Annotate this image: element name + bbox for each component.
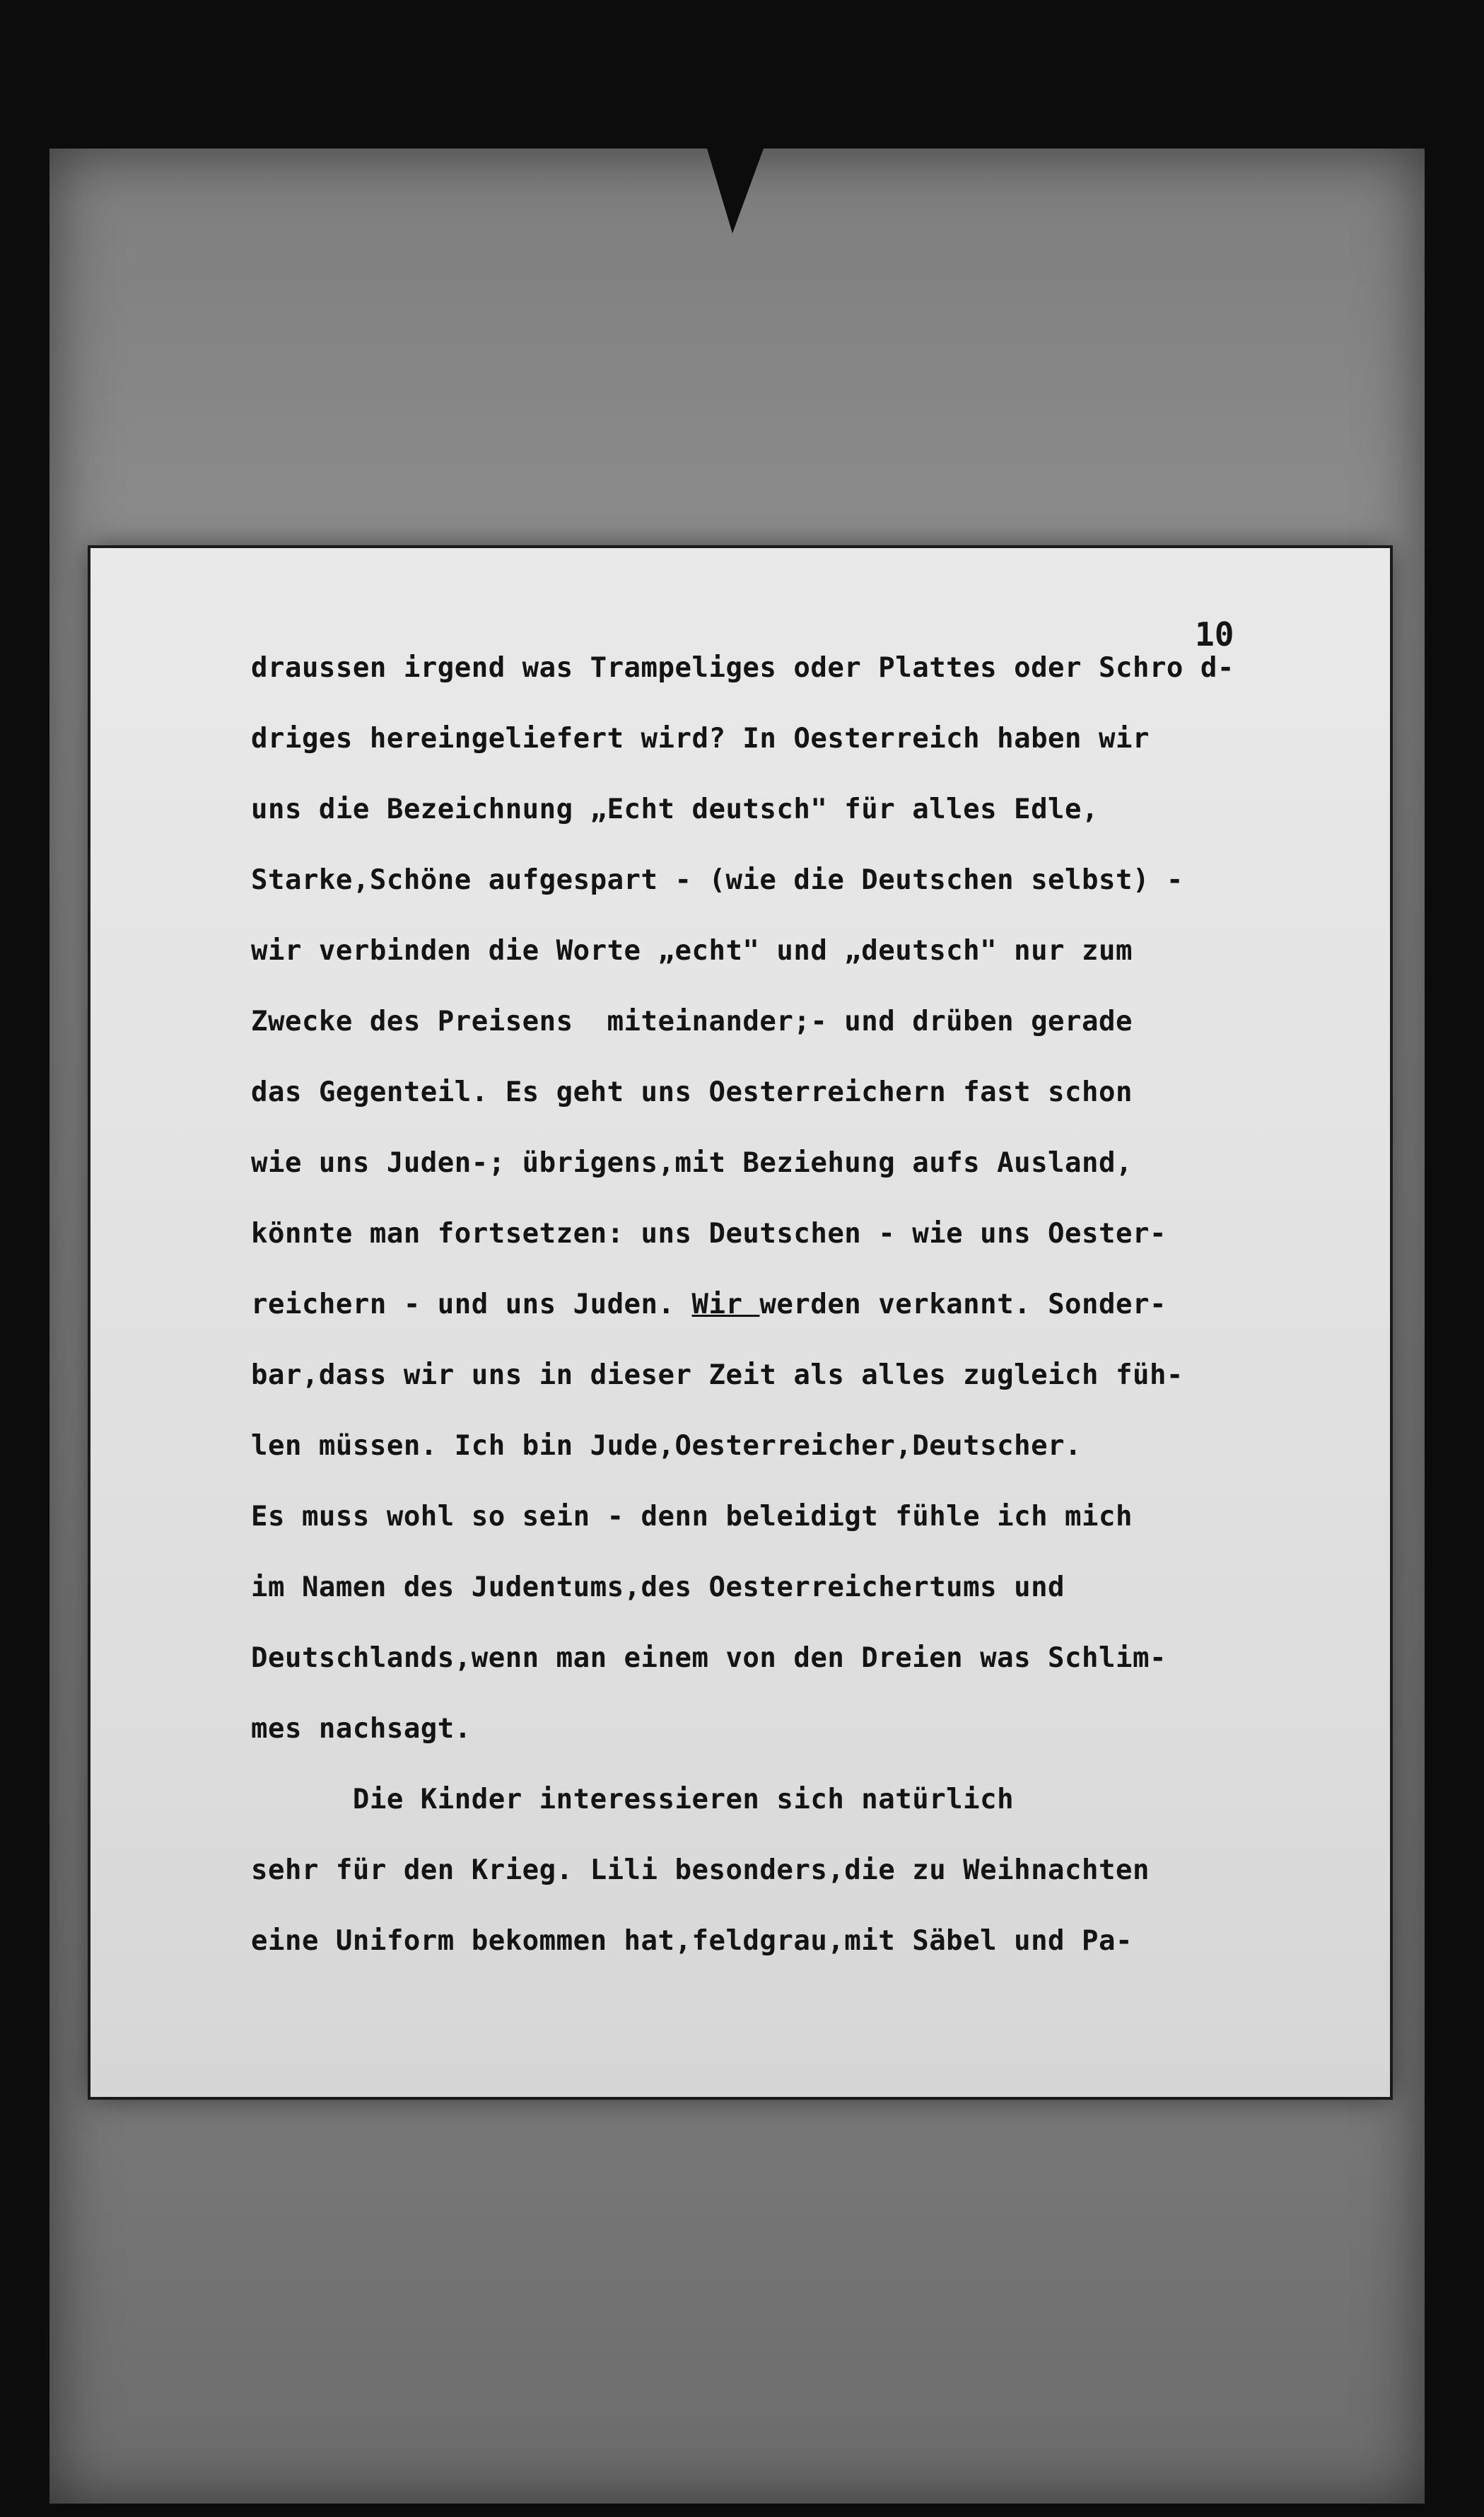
text-line: wie uns Juden-; übrigens,mit Beziehung aufs Ausland, [251, 1147, 1133, 1179]
text-line: sehr für den Krieg. Lili besonders,die zu Weihnachten [251, 1854, 1150, 1886]
text-line: das Gegenteil. Es geht uns Oesterreichern fast schon [251, 1076, 1133, 1108]
text-line-with-underline [251, 1289, 1167, 1320]
text-line: könnte man fortsetzen: uns Deutschen - wie uns Oester- [251, 1218, 1167, 1250]
text-line: Es muss wohl so sein - denn beleidigt fühle ich mich [251, 1501, 1133, 1533]
text-line: Deutschlands,wenn man einem von den Dreien was Schlim- [251, 1642, 1167, 1674]
text-line: uns die Bezeichnung „Echt deutsch" für alles Edle, [251, 794, 1099, 825]
text-line: Starke,Schöne aufgespart - (wie die Deutschen selbst) - [251, 864, 1184, 896]
text-segment: reichern - und uns Juden. [251, 1289, 692, 1320]
page-number: 10 [1195, 615, 1234, 653]
text-line: bar,dass wir uns in dieser Zeit als alles zugleich füh- [251, 1359, 1184, 1391]
text-line: Zwecke des Preisens miteinander;- und drüben gerade [251, 1006, 1133, 1037]
text-line: draussen irgend was Trampeliges oder Plattes oder Schro d- [251, 652, 1234, 684]
text-line: mes nachsagt. [251, 1713, 472, 1745]
text-line: len müssen. Ich bin Jude,Oesterreicher,Deutscher. [251, 1430, 1082, 1462]
text-line: driges hereingeliefert wird? In Oesterreich haben wir [251, 723, 1150, 755]
underlined-word: Wir [691, 1289, 760, 1320]
text-line: wir verbinden die Worte „echt" und „deutsch" nur zum [251, 935, 1133, 967]
text-line: im Namen des Judentums,des Oesterreichertums und [251, 1571, 1065, 1603]
text-line: Die Kinder interessieren sich natürlich [251, 1784, 1015, 1815]
text-segment: werden verkannt. Sonder- [759, 1289, 1167, 1320]
text-line: eine Uniform bekommen hat,feldgrau,mit Säbel und Pa- [251, 1925, 1133, 1957]
